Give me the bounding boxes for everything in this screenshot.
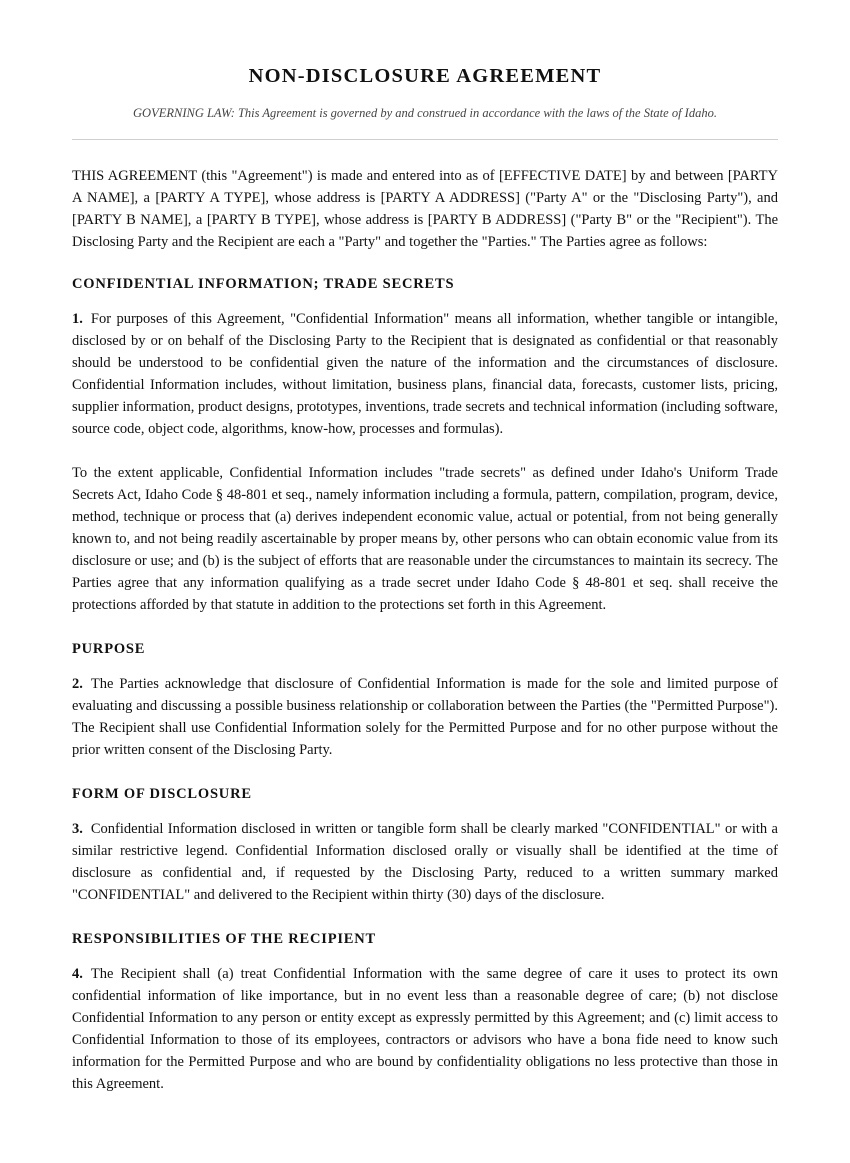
section-heading: PURPOSE	[72, 641, 146, 657]
section-number: 1.	[72, 311, 83, 327]
section-paragraph	[72, 818, 778, 906]
document-title: NON-DISCLOSURE AGREEMENT	[248, 65, 602, 87]
section-responsibilities-of-recipient	[72, 928, 778, 1095]
governing-law-note: GOVERNING LAW: This Agreement is governed by and construed in accordance with the laws of the State of Idaho.	[133, 106, 717, 120]
section-heading: FORM OF DISCLOSURE	[72, 786, 252, 802]
section-form-of-disclosure	[72, 783, 778, 906]
section-number: 2.	[72, 676, 83, 692]
section-number: 3.	[72, 821, 83, 837]
section-text: Confidential Information disclosed in written or tangible form shall be clearly marked "CONFIDENTIAL" or with a similar restrictive legend. Confidential Information disclosed orally or visually shall be identified at the time of disclosure as confidential and, if requested by the Disclosing Party, reduced to a written summary marked "CONFIDENTIAL" and delivered to the Recipient within thirty (30) days of the disclosure.	[72, 821, 778, 903]
section-heading: RESPONSIBILITIES OF THE RECIPIENT	[72, 931, 377, 947]
section-paragraph	[72, 308, 778, 440]
section-paragraph-continued: To the extent applicable, Confidential Information includes "trade secrets" as defined under Idaho's Uniform Trade Secrets Act, Idaho Code § 48-801 et seq., namely information including a formula, pattern, compilation, program, device, method, technique or process that (a) derives independent economic value, actual or potential, from not being generally known to, and not being readily ascertainable by proper means by, other persons who can obtain economic value from its disclosure or use; and (b) is the subject of efforts that are reasonable under the circumstances to maintain its secrecy. The Parties agree that any information qualifying as a trade secret under Idaho Code § 48-801 et seq. shall receive the protections afforded by that statute in addition to the protections set forth in this Agreement.	[72, 465, 778, 613]
section-confidential-information	[72, 273, 778, 616]
section-text: For purposes of this Agreement, "Confidential Information" means all information, whether tangible or intangible, disclosed by or on behalf of the Disclosing Party to the Recipient that is designated as confidential or that reasonably should be understood to be confidential given the nature of the information and the circumstances of disclosure. Confidential Information includes, without limitation, business plans, financial data, forecasts, customer lists, pricing, supplier information, product designs, prototypes, inventions, trade secrets and technical information (including software, source code, object code, algorithms, know-how, processes and formulas).	[72, 311, 778, 437]
document-page	[0, 63, 850, 1095]
section-text: The Recipient shall (a) treat Confidential Information with the same degree of care it uses to protect its own confidential information of like importance, but in no event less than a reasonable degree of care; (b) not disclose Confidential Information to any person or entity except as expressly permitted by this Agreement; and (c) limit access to Confidential Information to those of its employees, contractors or advisors who have a bona fide need to know such information for the Permitted Purpose and who are bound by confidentiality obligations no less protective than those in this Agreement.	[72, 966, 778, 1092]
section-purpose	[72, 638, 778, 761]
header-divider	[72, 139, 778, 140]
intro-paragraph: THIS AGREEMENT (this "Agreement") is made and entered into as of [EFFECTIVE DATE] by and between [PARTY A NAME], a [PARTY A TYPE], whose address is [PARTY A ADDRESS] ("Party A" or the "Disclosing Party"), and [PARTY B NAME], a [PARTY B TYPE], whose address is [PARTY B ADDRESS] ("Party B" or the "Recipient"). The Disclosing Party and the Recipient are each a "Party" and together the "Parties." The Parties agree as follows:	[72, 168, 778, 250]
section-number: 4.	[72, 966, 83, 982]
section-heading: CONFIDENTIAL INFORMATION; TRADE SECRETS	[72, 276, 455, 292]
section-text: The Parties acknowledge that disclosure of Confidential Information is made for the sole and limited purpose of evaluating and discussing a possible business relationship or collaboration between the Parties (the "Permitted Purpose"). The Recipient shall use Confidential Information solely for the Permitted Purpose and for no other purpose without the prior written consent of the Disclosing Party.	[72, 676, 778, 758]
section-paragraph	[72, 963, 778, 1095]
section-paragraph	[72, 673, 778, 761]
